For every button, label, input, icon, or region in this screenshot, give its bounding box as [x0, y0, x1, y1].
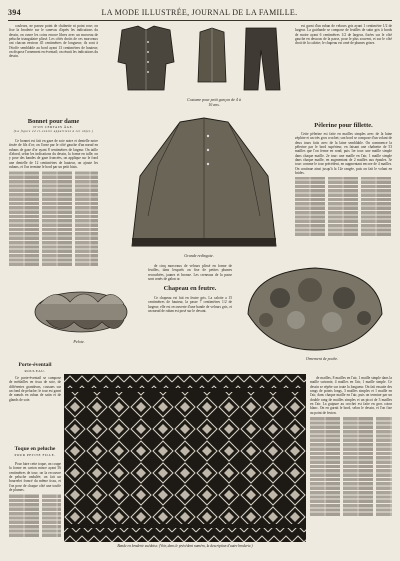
- middle-intro-text: de cinq morceaux de velours plissé en forme de feuilles, dans lesquels on fixe de petites plumes recourbées, jaunes et bronze. Les creneaux de la passe sont ornés de galon or.: [148, 264, 232, 282]
- chapeau-title: Chapeau en feutre.: [163, 285, 217, 292]
- bonnet-note: (La figure 24 ci-contre appartient à cet objet.): [13, 129, 94, 133]
- toque-subtitle: POUR PETITE FILLE.: [14, 453, 56, 457]
- journal-title: LA MODE ILLUSTRÉE, JOURNAL DE LA FAMILLE.: [101, 7, 298, 17]
- pelote-illustration: [26, 282, 136, 340]
- redingote-illustration: [118, 116, 290, 254]
- page-number: 394: [8, 7, 21, 17]
- porte-eventail-subtitle: ROULEAU.: [24, 369, 46, 373]
- band-embroidery-illustration: [64, 374, 306, 542]
- ornement-caption: Ornement de poche.: [305, 356, 339, 361]
- chapeau-text: Ce chapeau est fait en feutre gris. La calotte a 15 centimètres de hauteur, la passe 7 centimètres 1/2 de largeur; elle est recouverte d'une bande de velours gris, et un nœud de ruban est posé sur le devant.: [148, 296, 232, 314]
- costume-caption: Costume pour petit garçon de 4 à 10 ans.: [187, 97, 241, 107]
- chapeau-section: [148, 285, 232, 292]
- porte-eventail-title: Porte-éventail: [18, 362, 52, 368]
- page-header: [8, 6, 392, 18]
- pelerine-section: [295, 122, 392, 129]
- bonnet-title: Bonnet pour dame: [27, 118, 80, 125]
- left-intro-text: couleurs, ne passez point de chaînette ni point rose; on fixe la broderie sur le canevas d'après les indications du dessin, on ouvre les coins encore libres avec un morceau de peluche triangulaire plissé. Les côtés droits de ces morceaux ont chacun environ 45 centimètres de longueur; ils sont à l'étoffe semblable au bord ayant 13 centimètres de hauteur; on dispose l'ornement en éventail; on réunit les indications du dessin.: [9, 24, 98, 59]
- ornement-illustration: [240, 262, 390, 356]
- band-caption: Bande en broderie suédoise. (Voir, dans le précédent numéro, la description d'autre broderie.): [117, 544, 253, 548]
- redingote-caption: Grande redingote.: [184, 253, 214, 258]
- costume-illustration: [100, 22, 290, 98]
- bonnet-subtitle: D'UN CERTAIN ÂGE.: [33, 125, 74, 129]
- porte-eventail-section: [9, 362, 61, 373]
- porte-eventail-text: Ce porte-éventail se compose de médailles en tissu de soie, de différentes grandeurs, cousues sur un fond de peluche; le tour est garni de nœuds en ruban de satin et de glands de soie.: [9, 376, 61, 402]
- bonnet-text: Ce bonnet est fait en gaze de soie noire et dentelle noire tissée de fils d'or; on l'orne par le côté gauche d'un nœud en rubans de gaze d'or ayant 8 centimètres de largeur. On taille d'abord, selon les indications du dessin, la forme en tulle; on y pose des bandes de gaze froncées, on applique sur le fond une dentelle de 12 centimètres de hauteur, on ajoute les rubans, et l'on termine le bord par un petit biais.: [9, 139, 98, 275]
- pelerine-text: Cette pèlerine est faite en mailles simples avec de la laine zéphire et un très gros crochet; son bord se compose d'un volant de deux tours faits avec de la laine semblable. On commence la pèlerine par le bord supérieur, en faisant une chaînette de 53 mailles que l'on ferme en rond; puis 1er tour: une maille simple dans chaque maille. 2e tour: une maille en l'air, 1 maille simple dans chaque maille, en augmentant de 2 mailles aux épaules. 3e tour: comme le tour précédent, en augmentant encore de 4 mailles. On continue ainsi jusqu'à la 12e rangée, puis on fait le volant en brides.: [295, 132, 392, 258]
- toque-title: Toque en peluche: [14, 446, 56, 452]
- right-bottom-text: de mailles, 8 mailles en l'air, 1 maille simple dans la maille suivante, 4 mailles en l'air, 1 maille simple. Ce dessin se répète sur toute la longueur. On fait ensuite des rangs de points longs, 3 mailles simples et 1 maille en l'air, dans chaque maille en l'air, puis on termine par un double rang de mailles simples et un picot de 3 mailles en l'air. La guipure au crochet est faite en gros coton blanc. On en garnit le bord, selon le dessin, et l'on fixe au point de feston.: [310, 376, 392, 554]
- bonnet-section: [9, 118, 98, 133]
- right-top-text: est garni d'un ruban de velours gris ayant 1 centimètre 1/2 de largeur. La guirlande se compose de feuilles de satin gris à bords de moire ayant 6 centimètres 1/2 de largeur, fixées sur le côté gauche en dessous de la passe, pour le plus souvent, et sur le côté droit de la calotte; le chapeau est orné de plumes grises.: [295, 24, 392, 46]
- toque-text: Pour faire cette toque, on coupe la forme en carton mince ayant 56 centimètres de tour; on la recouvre de peluche ondulée; on fait un bourrelet froncé du même tissu, et l'on pose de chaque côté une touffe de plumes.: [9, 462, 61, 554]
- pelerine-title: Pèlerine pour fillette.: [314, 122, 373, 129]
- toque-section: [9, 446, 61, 457]
- pelote-caption: Pelote.: [73, 339, 85, 344]
